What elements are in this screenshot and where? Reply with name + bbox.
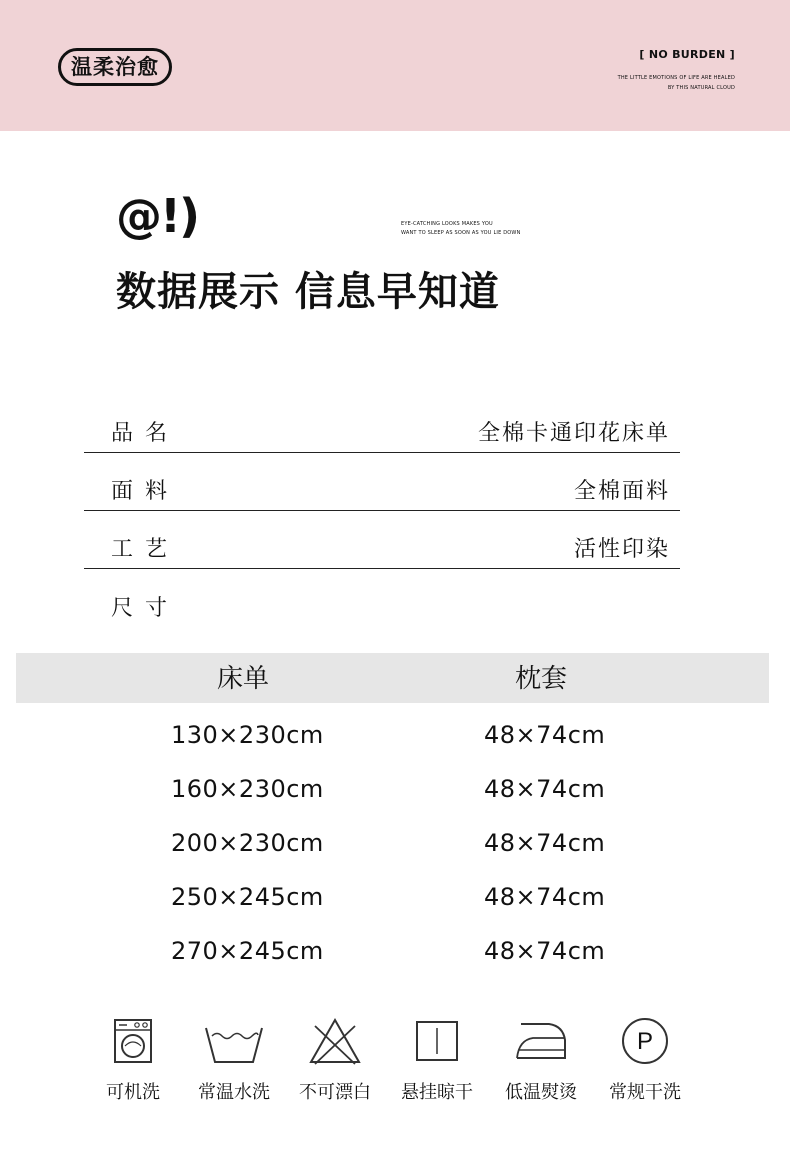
spec-value: 活性印染 [573, 537, 670, 562]
tagline-line-2: BY THIS NATURAL CLOUD [667, 85, 735, 91]
washing-machine-icon [111, 1016, 155, 1066]
line-dry-icon [413, 1016, 461, 1066]
care-label: 可机洗 [106, 1082, 160, 1103]
sheet-size-cell: 270×245cm [171, 937, 324, 965]
spec-row-craft [84, 524, 680, 569]
column-header-pillowcase: 枕套 [515, 664, 568, 694]
spec-row-size [84, 583, 680, 627]
eye-caption-line-1: EYE-CATCHING LOOKS MAKES YOU [401, 221, 493, 227]
table-row [0, 823, 790, 877]
sheet-size-cell: 130×230cm [171, 721, 324, 749]
care-label: 常规干洗 [609, 1082, 681, 1103]
eye-catching-caption [401, 220, 521, 238]
table-row [0, 877, 790, 931]
table-row [0, 931, 790, 985]
spec-label: 品名 [111, 421, 180, 446]
care-dry-clean [590, 1016, 700, 1126]
spec-value: 全棉面料 [573, 479, 670, 504]
eye-caption-line-2: WANT TO SLEEP AS SOON AS YOU LIE DOWN [401, 230, 521, 236]
pillowcase-size-cell: 48×74cm [484, 829, 606, 857]
spec-row-name [84, 408, 680, 453]
svg-text:P: P [636, 1028, 654, 1055]
care-label: 悬挂晾干 [401, 1082, 473, 1103]
tagline [618, 73, 735, 93]
no-bleach-icon [307, 1016, 363, 1066]
spec-label: 尺寸 [111, 596, 180, 621]
emote-mark: @!) [116, 189, 199, 243]
table-row [0, 715, 790, 769]
care-label: 低温熨烫 [505, 1082, 577, 1103]
page-title: 数据展示 信息早知道 [116, 269, 500, 315]
tagline-line-1: THE LITTLE EMOTIONS OF LIFE ARE HEALED [617, 75, 735, 81]
brand-badge: 温柔治愈 [58, 48, 172, 86]
sheet-size-cell: 160×230cm [171, 775, 324, 803]
pillowcase-size-cell: 48×74cm [484, 721, 606, 749]
column-header-sheet: 床单 [217, 664, 270, 694]
care-label: 不可漂白 [299, 1082, 371, 1103]
wash-basin-icon [203, 1016, 265, 1066]
size-table [0, 715, 790, 985]
pillowcase-size-cell: 48×74cm [484, 883, 606, 911]
spec-label: 工艺 [111, 537, 180, 562]
pillowcase-size-cell: 48×74cm [484, 775, 606, 803]
care-low-iron [486, 1016, 596, 1126]
size-table-header [16, 653, 769, 703]
care-normal-wash [179, 1016, 289, 1126]
care-label: 常温水洗 [198, 1082, 270, 1103]
no-burden-text: [ NO BURDEN ] [639, 48, 735, 61]
low-iron-icon [513, 1016, 569, 1066]
sheet-size-cell: 200×230cm [171, 829, 324, 857]
care-machine-wash [78, 1016, 188, 1126]
pillowcase-size-cell: 48×74cm [484, 937, 606, 965]
spec-row-fabric [84, 466, 680, 511]
care-no-bleach [280, 1016, 390, 1126]
care-line-dry [382, 1016, 492, 1126]
spec-label: 面料 [111, 479, 180, 504]
header-band [0, 0, 790, 131]
spec-value: 全棉卡通印花床单 [477, 421, 670, 446]
table-row [0, 769, 790, 823]
sheet-size-cell: 250×245cm [171, 883, 324, 911]
dry-clean-p-icon [620, 1016, 670, 1066]
